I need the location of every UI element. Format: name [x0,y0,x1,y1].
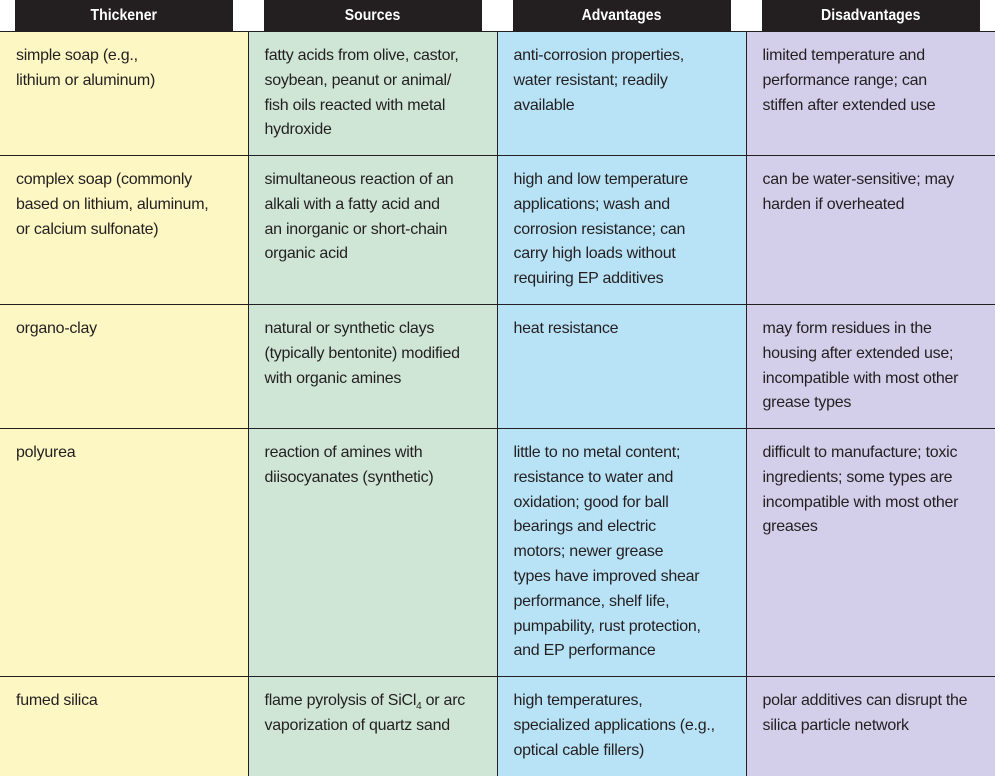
disadvantages-text: polar additives can disrupt the silica particle network [762,692,968,734]
disadvantages-text: difficult to manufacture; toxic ingredients; some types are incompatible with most other greases [762,444,959,536]
sources-cell [248,156,497,305]
header-advantages: Advantages [512,0,731,32]
advantages-text: anti-corrosion properties, water resistant; readily available [513,47,684,114]
header-sources: Sources [263,0,482,32]
advantages-cell [497,305,746,429]
header-disadvantages: Disadvantages [761,0,980,32]
disadvantages-text: may form residues in the housing after extended use; incompatible with most other grease types [762,320,959,412]
sources-cell [248,305,497,429]
disadvantages-cell [746,677,995,776]
disadvantages-cell [746,32,995,156]
thickener-cell [0,32,248,156]
thickener-text: complex soap (commonly based on lithium, aluminum, or calcium sulfonate) [16,171,209,238]
advantages-cell [497,156,746,305]
advantages-cell [497,32,746,156]
subscript-4: 4 [416,701,422,713]
thickener-text: organo-clay [16,320,97,337]
advantages-text: high and low temperature applications; wash and corrosion resistance; can carry high loads without requiring EP additives [513,171,689,288]
disadvantages-text: limited temperature and performance range; can stiffen after extended use [762,47,936,114]
thickener-text: simple soap (e.g., lithium or aluminum) [16,47,156,89]
sources-text: natural or synthetic clays (typically bentonite) modified with organic amines [264,320,460,387]
advantages-text: little to no metal content; resistance to water and oxidation; good for ball bearings and electric motors; newer grease types have improved shear performance, shelf life, pumpability, rust protection, and EP performance [513,444,701,660]
thickener-text: fumed silica [16,692,98,709]
disadvantages-text: can be water-sensitive; may harden if overheated [762,171,955,213]
disadvantages-cell [746,305,995,429]
thickener-cell [0,156,248,305]
table-row [0,429,995,677]
advantages-cell [497,677,746,776]
thickener-cell [0,677,248,776]
thickener-cell [0,429,248,677]
sources-text: fatty acids from olive, castor, soybean, peanut or animal/ fish oils reacted with metal hydroxide [264,47,459,139]
header-row [0,0,995,32]
sources-text [265,689,487,739]
advantages-text: heat resistance [513,320,619,337]
advantages-text: high temperatures, specialized applications (e.g., optical cable fillers) [513,692,715,759]
thickener-text: polyurea [16,444,76,461]
sources-suffix: or arc vaporization of quartz sand [264,692,466,734]
table-row [0,32,995,156]
table-header [0,0,995,32]
advantages-cell [497,429,746,677]
sources-text: reaction of amines with diisocyanates (synthetic) [264,444,434,486]
sources-cell [248,32,497,156]
sources-cell [248,429,497,677]
table-body [0,32,995,776]
sources-prefix: flame pyrolysis of SiCl [264,692,417,709]
disadvantages-cell [746,429,995,677]
thickener-cell [0,305,248,429]
table-row [0,677,995,776]
table-row [0,305,995,429]
sources-cell [248,677,497,776]
sources-text: simultaneous reaction of an alkali with a fatty acid and an inorganic or short-chain organic acid [264,171,454,263]
disadvantages-cell [746,156,995,305]
header-thickener: Thickener [15,0,233,32]
table-row [0,156,995,305]
